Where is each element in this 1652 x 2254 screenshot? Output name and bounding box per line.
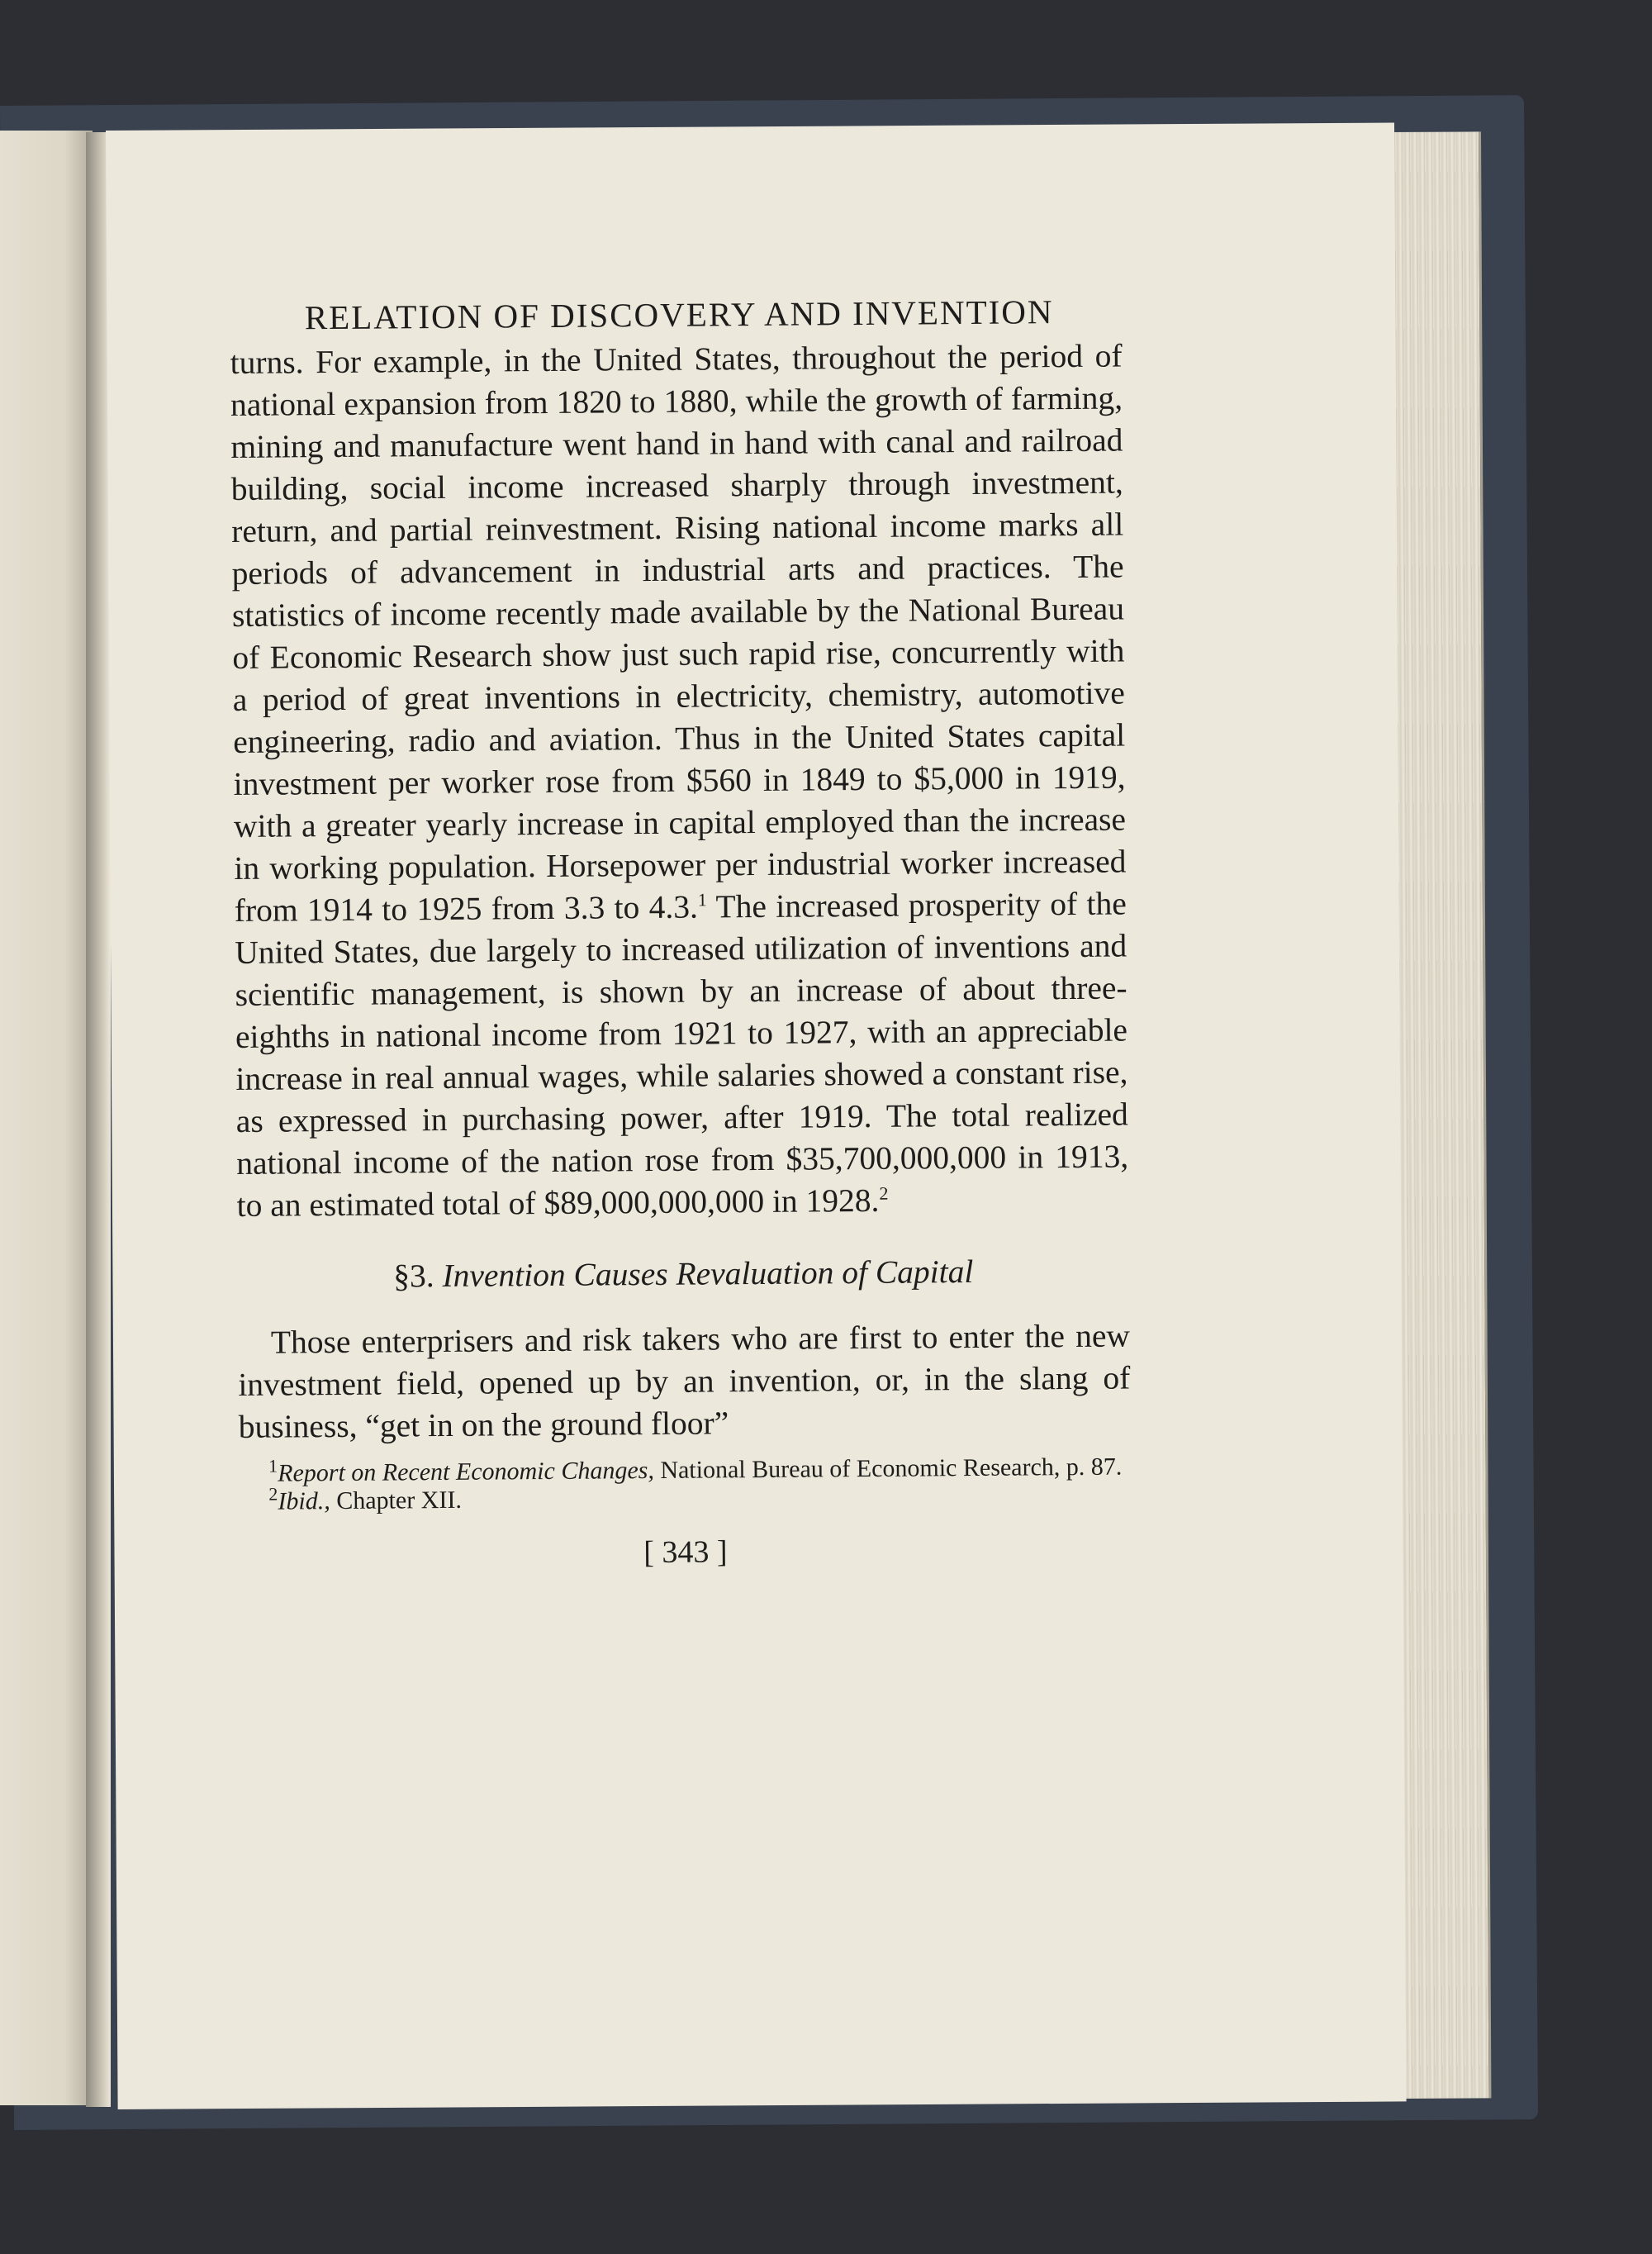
footnotes <box>239 1453 1132 1515</box>
footnote-2 <box>239 1481 1131 1515</box>
paragraph-text: turns. For example, in the United States, throughout the period of national expansion from 1820 to 1880, while the growth of farming, mining and manufacture went hand in hand with canal and railroad building, social income increased sharply through investment, return, and partial reinvestment. Rising national income marks all periods of advancement in industrial arts and practices. The statistics of income recently made available by the National Bureau of Economic Research show just such rapid rise, concurrently with a period of great inventions in electricity, chemistry, automotive engineering, radio and aviation. Thus in the United States capital investment per worker rose from $560 in 1849 to $5,000 in 1919, with a greater yearly increase in capital employed than the increase in working population. Horsepower per industrial worker increased from 1914 to 1925 from 3.3 to 4.3. <box>230 337 1127 929</box>
footnote-ref-2: 2 <box>879 1182 889 1204</box>
footnote-italic: Ibid., <box>278 1487 330 1515</box>
page-content <box>230 291 1132 1574</box>
section-title: Invention Causes Revaluation of Capital <box>442 1253 974 1295</box>
facing-page-edge <box>0 131 93 2105</box>
footnote-italic: Report on Recent Economic Changes, <box>278 1457 655 1487</box>
body-paragraph <box>230 335 1128 1227</box>
running-head: RELATION OF DISCOVERY AND INVENTION <box>304 292 1054 337</box>
page-number: [ 343 ] <box>643 1534 728 1571</box>
footnote-marker: 2 <box>268 1483 278 1505</box>
section-number: §3. <box>393 1258 434 1295</box>
footnote-text: Chapter XII. <box>330 1486 463 1515</box>
footnote-text: National Bureau of Economic Research, p. 87. <box>653 1453 1123 1485</box>
footnote-marker: 1 <box>268 1455 278 1477</box>
section-heading <box>237 1249 1129 1298</box>
paragraph-text: The increased prosperity of the United States, due largely to increased utilization of inventions and scientific management, is shown by an increase of about three-eighths in national income from 1921 to 1927, with an appreciable increase in real annual wages, while salaries showed a constant rise, as expressed in purchasing power, after 1919. The total realized national income of the nation rose from $35,700,000,000 in 1913, to an estimated total of $89,000,000,000 in 1928. <box>235 885 1129 1224</box>
footnote-ref-1: 1 <box>697 889 707 911</box>
body-paragraph: Those enterprisers and risk takers who are first to enter the new investment field, opened up by an invention, or, in the slang of business, “get in on the ground floor” <box>238 1317 1131 1445</box>
